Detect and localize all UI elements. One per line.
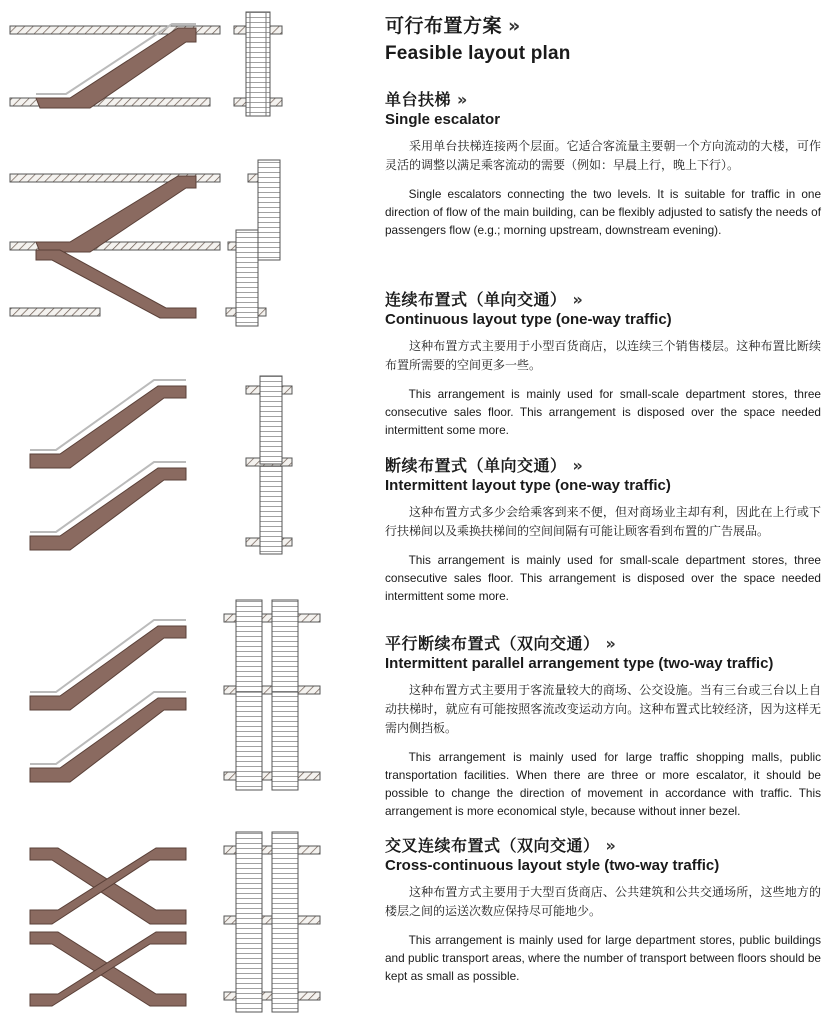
section-heading-en: Intermittent parallel arrangement type (two-way traffic) [385, 655, 774, 672]
section-heading-en: Intermittent layout type (one-way traffic) [385, 477, 671, 494]
section-body-en: Single escalators connecting the two levels. It is suitable for traffic in one direction of flow of the main building, can be flexibly adjusted to satisfy the needs of passengers flow (e.g.; morning upstream, downstream evening). [385, 187, 821, 237]
diagram-single-escalator [0, 8, 375, 120]
side-view-cross [30, 848, 186, 1006]
plan-view-cross [224, 832, 320, 1012]
section-parallel-intermittent [385, 634, 821, 820]
diagram-parallel-intermittent [0, 592, 375, 814]
section-heading-en: Single escalator [385, 111, 501, 128]
plan-view-parallel [224, 600, 320, 790]
double-chevron-icon: » [605, 836, 617, 855]
section-single-escalator [385, 90, 821, 239]
plan-view-continuous [226, 160, 280, 326]
page-title-en: Feasible layout plan [385, 43, 571, 64]
section-body-cn: 这种布置方式多少会给乘客到来不便，但对商场业主却有利，因此在上行或下行扶梯间以及乘换扶梯间的空间间隔有可能让顾客看到布置的广告展品。 [385, 505, 821, 538]
side-view-continuous [10, 174, 220, 318]
section-heading-cn: 交叉连续布置式（双向交通） » [385, 836, 617, 855]
section-continuous-layout [385, 290, 821, 439]
diagram-cross-continuous [0, 824, 375, 1024]
double-chevron-icon: » [457, 90, 468, 109]
section-body-en: This arrangement is mainly used for small-scale department stores, three consecutive sales floor. This arrangement is disposed over the space needed intermittent some more. [385, 553, 821, 603]
section-intermittent-layout [385, 456, 821, 605]
section-heading-en: Continuous layout type (one-way traffic) [385, 311, 672, 328]
side-view-intermittent [30, 380, 186, 550]
section-body-cn: 这种布置方式主要用于小型百货商店，以连续三个销售楼层。这种布置比断续布置所需要的空间更多一些。 [385, 339, 821, 372]
page-header [385, 14, 821, 66]
section-body-cn: 采用单台扶梯连接两个层面。它适合客流量主要朝一个方向流动的大楼，可作灵活的调整以满足乘客流动的需要（例如：早晨上行，晚上下行）。 [385, 139, 821, 172]
plan-view-intermittent [246, 376, 292, 554]
section-heading-cn: 连续布置式（单向交通） » [385, 290, 584, 309]
diagram-intermittent-layout [0, 372, 375, 558]
section-body-en: This arrangement is mainly used for large traffic shopping malls, public transportation facilities. When there are three or more escalator, it should be possible to change the direction of movement in accordance with traffic. This arrangement is more economical style, because without inner bezel. [385, 750, 821, 818]
double-chevron-icon: » [605, 634, 617, 653]
diagram-continuous-layout [0, 158, 375, 328]
side-view-single [10, 24, 220, 108]
side-view-parallel [30, 620, 186, 782]
section-heading-cn: 断续布置式（单向交通） » [385, 456, 584, 475]
section-body-en: This arrangement is mainly used for small-scale department stores, three consecutive sales floor. This arrangement is disposed over the space needed intermittent some more. [385, 387, 821, 437]
page-title-cn: 可行布置方案 » [385, 15, 521, 37]
section-heading-en: Cross-continuous layout style (two-way traffic) [385, 857, 720, 874]
section-body-cn: 这种布置方式主要用于大型百货商店、公共建筑和公共交通场所，这些地方的楼层之间的运送次数应保持尽可能地少。 [385, 885, 821, 918]
section-heading-cn: 平行断续布置式（双向交通） » [385, 634, 617, 653]
section-cross-continuous [385, 836, 821, 985]
plan-view-single [234, 12, 282, 116]
section-heading-cn: 单台扶梯 » [385, 90, 468, 109]
double-chevron-icon: » [508, 15, 521, 37]
double-chevron-icon: » [572, 290, 584, 309]
section-body-en: This arrangement is mainly used for large department stores, public buildings and public transport areas, where the number of transport between floors should be kept as small as possible. [385, 933, 821, 983]
double-chevron-icon: » [572, 456, 584, 475]
section-body-cn: 这种布置方式主要用于客流量较大的商场、公交设施。当有三台或三台以上自动扶梯时，就应有可能按照客流改变运动方向。这种布置式比较经济，因为这样无需内侧挡板。 [385, 683, 821, 735]
